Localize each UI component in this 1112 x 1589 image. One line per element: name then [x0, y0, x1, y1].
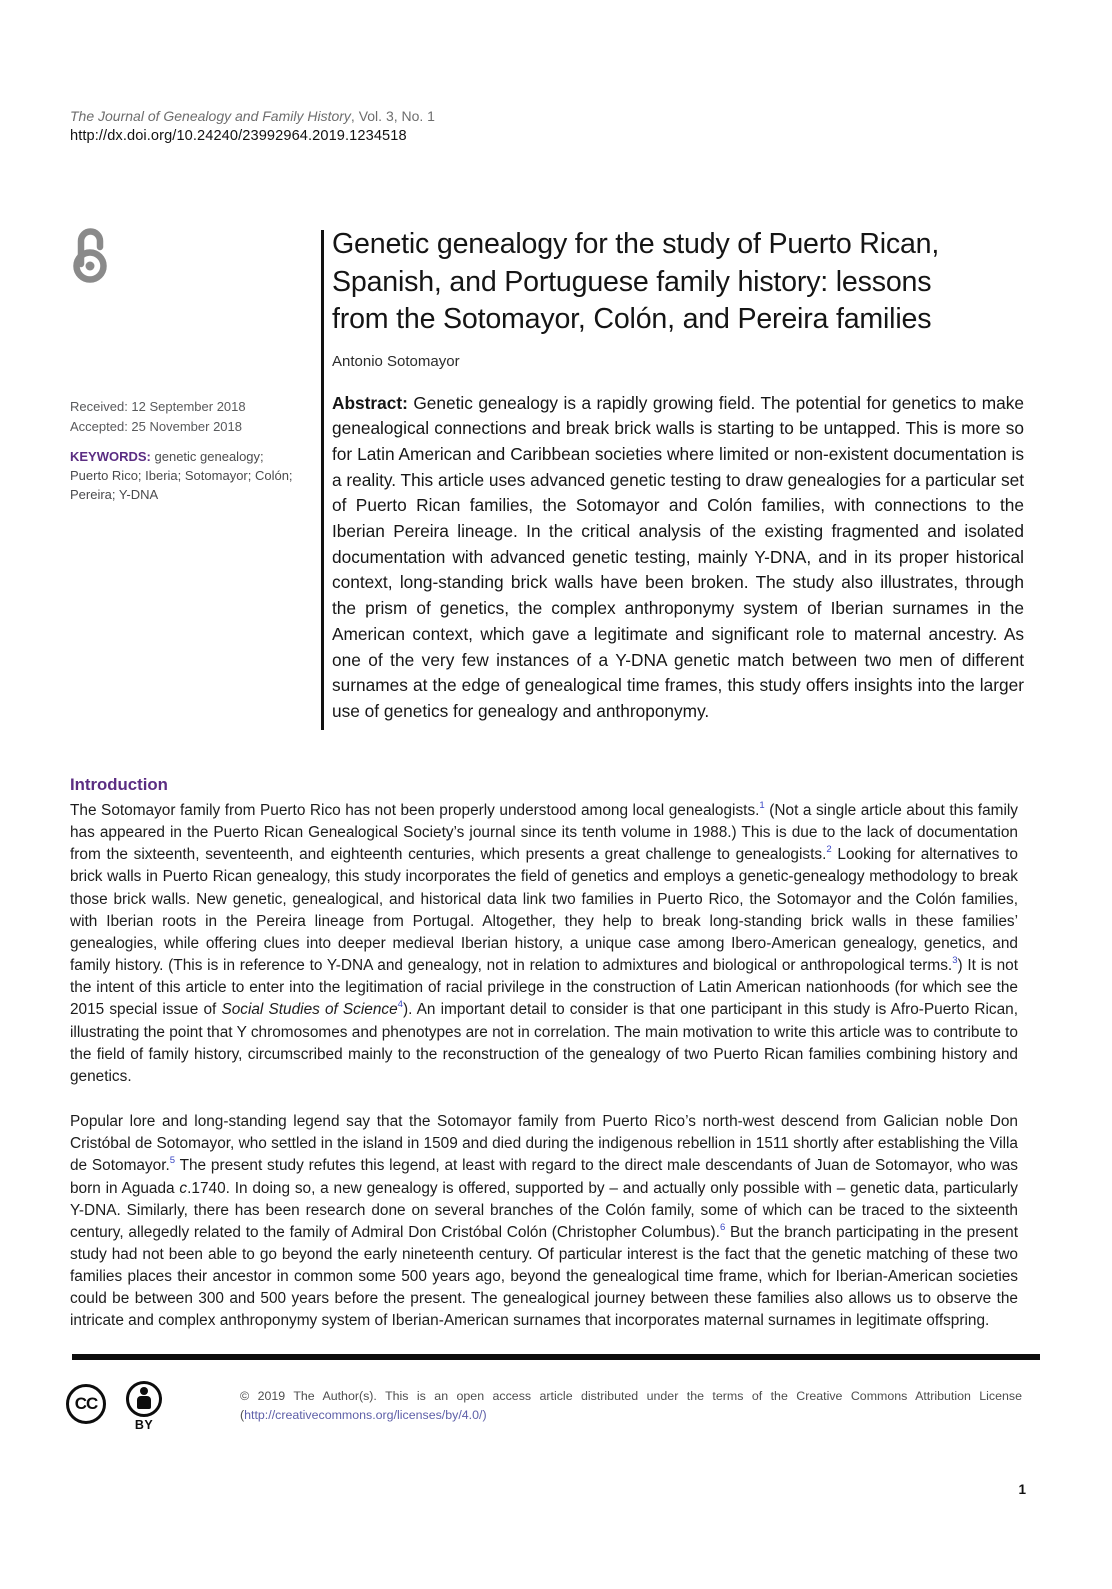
- title-accent-rule: [321, 230, 324, 730]
- journal-header: [70, 106, 770, 147]
- introduction-section: [70, 775, 1018, 1333]
- article-title-line-1: Genetic genealogy for the study of Puerto Rican,: [332, 228, 940, 260]
- open-access-icon: [64, 226, 116, 286]
- license-statement: © 2019 The Author(s). This is an open access article distributed under the terms of the Creative Commons Attribution License (http://creativecommons.org/licenses/by/4.0/): [240, 1389, 1022, 1422]
- article-title-line-2: Spanish, and Portuguese family history: lessons: [332, 265, 932, 298]
- received-date: Received: 12 September 2018: [70, 399, 246, 414]
- keywords-label: KEYWORDS:: [70, 449, 155, 464]
- cc-by-label: BY: [134, 1418, 154, 1432]
- introduction-heading: Introduction: [70, 775, 168, 794]
- abstract-paragraph: Abstract: Genetic genealogy is a rapidly growing field. The potential for genetics to make genealogical connections and break brick walls is starting to be untapped. This is more so for Latin American and Caribbean societies where limited or non-existent documentation is a reality. This article uses advanced genetic testing to draw genealogies for a particular set of Puerto Rican families, the Sotomayor and Colón families, with connections to the Iberian Pereira lineage. In the critical analysis of the existing fragmented and isolated documentation with advanced genetic testing, mainly Y-DNA, and in its proper historical context, long-standing brick walls have been broken. The study also illustrates, through the prism of genetics, the complex anthroponymy system of Iberian surnames in the American context, which gave a legitimate and significant role to maternal ancestry. As one of the very few instances of a Y-DNA genetic match between two men of different surnames at the edge of genealogical time frames, this study offers insights into the larger use of genetics for genealogy and anthroponymy.: [332, 392, 1024, 721]
- cc-by-person-icon: [126, 1381, 162, 1417]
- author-name: Antonio Sotomayor: [332, 352, 460, 370]
- article-title-line-3: from the Sotomayor, Colón, and Pereira families: [332, 303, 932, 335]
- introduction-paragraph-1: The Sotomayor family from Puerto Rico has not been properly understood among local genealogists.$^1$ (Not a single article about this family has appeared in the Puerto Rican Genealogical Society’s journal since its tenth volume in 1988.) This is due to the lack of documentation from the sixteenth, seventeenth, and eighteenth centuries, which presents a great challenge to genealogists.$^2$ Looking for alternatives to brick walls in Puerto Rican genealogy, this study incorporates the field of genetics and employs a genetic-genealogy methodology to break those brick walls. New genetic, genealogical, and historical data link two families in Puerto Rico, the Sotomayor and the Colón families, with Iberian roots in the Pereira lineage from Portugal. Altogether, they help to break long-standing brick walls in these families’ genealogies, while offering clues into deeper medieval Iberian history, a unique case among Ibero-American genealogy, genetics, and family history. (This is in reference to Y-DNA and genealogy, not in relation to admixtures and biological or anthropological terms.$^3$) It is not the intent of this article to enter into the legitimation of racial privilege in the construction of Latin American nationhoods (for which see the 2015 special issue of Social Studies of Science$^4$). An important detail to consider is that one participant in this study is Afro-Puerto Rican, illustrating the point that Y chromosomes and phenotypes are not in correlation. The main motivation to write this article was to contribute to the field of family history, circumscribed mainly to the reconstruction of the genealogy of two Puerto Rican families combining history and genetics.: [70, 799, 1019, 1085]
- page-number: 1: [1018, 1482, 1026, 1497]
- keywords-list: genetic genealogy; Puerto Rico; Iberia; Sotomayor; Colón; Pereira; Y-DNA: [70, 449, 293, 502]
- keywords-block: [70, 447, 294, 504]
- title-block: [332, 226, 1024, 725]
- doi-link[interactable]: http://dx.doi.org/10.24240/23992964.2019.1234518: [70, 128, 407, 144]
- creative-commons-icon: CC: [66, 1384, 106, 1424]
- article-dates: [70, 397, 298, 436]
- journal-issue: , Vol. 3, No. 1: [350, 108, 435, 124]
- accepted-date: Accepted: 25 November 2018: [70, 418, 242, 434]
- journal-name: The Journal of Genealogy and Family History: [70, 108, 351, 124]
- article-title: [332, 226, 1024, 339]
- introduction-paragraph-2: Popular lore and long-standing legend say that the Sotomayor family from Puerto Rico’s north-west descend from Galician noble Don Cristóbal de Sotomayor, who settled in the island in 1509 and died during the indigenous rebellion in 1511 shortly after establishing the Villa de Sotomayor.$^5$ The present study refutes this legend, at least with regard to the direct male descendants of Juan de Sotomayor, who was born in Aguada c.1740. In doing so, a new genealogy is offered, supported by – and actually only possible with – genetic data, particularly Y-DNA. Similarly, there has been research done on several branches of the Colón family, some of which can be traced to the sixteenth century, allegedly related to the family of Admiral Don Cristóbal Colón (Christopher Columbus).$^6$ But the branch participating in the present study had not been able to go beyond the early nineteenth century. Of particular interest is the fact that the genetic matching of these two families places their ancestor in common some 500 years ago, beyond the genealogical time frame, which for Iberian-American societies could be between 300 and 500 years before the present. The genealogical journey between these families also allows us to observe the intricate and complex anthroponymy system of Iberian-American surnames that incorporates maternal surnames in legitimate offspring.: [70, 1113, 1019, 1330]
- journal-name-line: [70, 106, 770, 126]
- cc-license-badges: [66, 1381, 186, 1437]
- cc-by-icon: [124, 1381, 164, 1432]
- footer-divider-rule: [72, 1354, 1040, 1360]
